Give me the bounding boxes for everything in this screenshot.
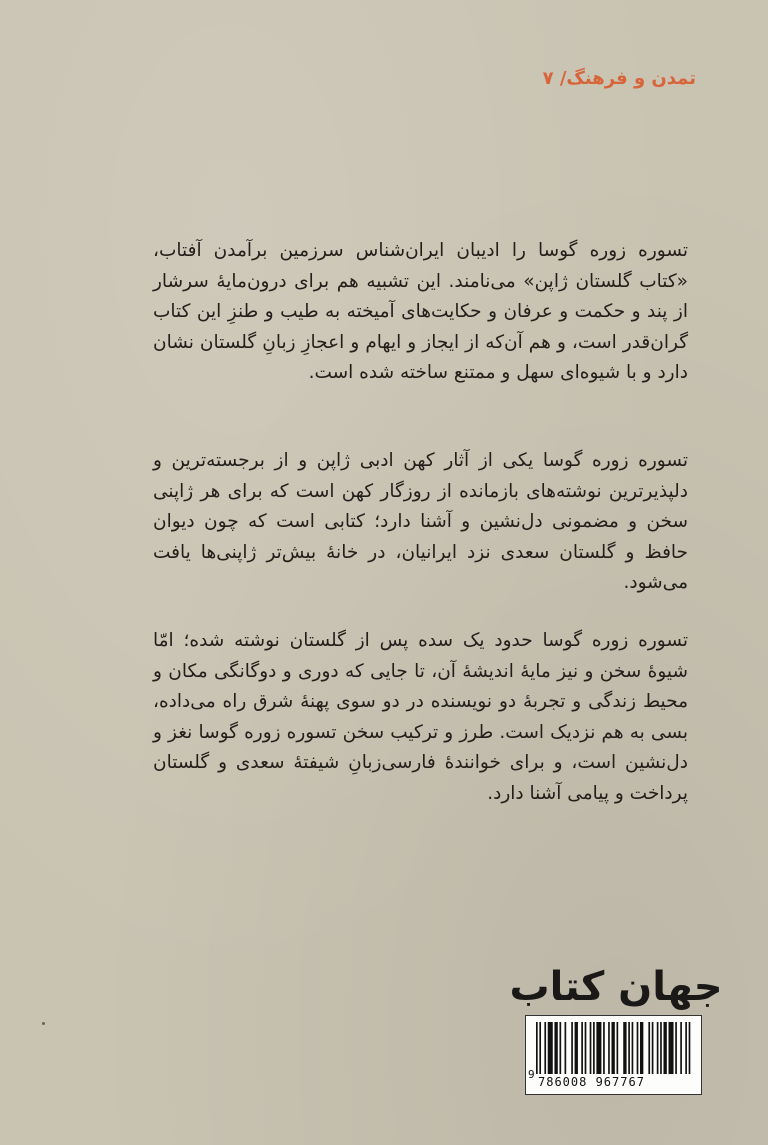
barcode-bar [575,1022,578,1074]
barcode-bar [581,1022,583,1074]
barcode-bar [565,1022,567,1074]
barcode-number: 786008 967767 [538,1075,645,1089]
barcode-bar [623,1022,626,1074]
barcode-bar [617,1022,619,1074]
barcode-bar [669,1022,674,1074]
barcode-bars [536,1022,692,1074]
svg-text:جهان کتاب: جهان کتاب [509,964,723,1010]
barcode-bar [675,1022,677,1074]
description-paragraph-2: تسوره زوره گوسا یکی از آثار کهن ادبی ژاپن و از برجسته‌ترین و دلپذیرترین نوشته‌های بازمانده از روزگار کهن است که برای هر ژاپنی سخن و مضمونی دل‌نشین و آشنا دارد؛ کتابی است که چون دیوان حافظ و گلستان سعدی نزد ایرانیان، در خانهٔ بیش‌تر ژاپنی‌ها یافت می‌شود. [153,450,688,593]
barcode-bar [608,1022,610,1074]
barcode-bar [657,1022,659,1074]
barcode-bar [632,1022,634,1074]
barcode-bar [554,1022,557,1074]
isbn-barcode [525,1015,702,1095]
paper-speck [42,1022,45,1025]
barcode-prefix: 9 [528,1068,535,1081]
description-paragraph-3: تسوره زوره گوسا حدود یک سده پس از گلستان نوشته شده؛ امّا شیوهٔ سخن و نیز مایهٔ اندیشهٔ آن، تا جایی که دوری و دوگانگی مکان و محیط زندگی و تجربهٔ دو نویسنده در دو سوی پهنهٔ شرق راه می‌داده، بسی به هم نزدیک است. طرز و ترکیب سخن تسوره زوره گوسا نغز و دل‌نشین است، و برای خوانندهٔ فارسی‌زبانِ شیفتهٔ سعدی و گلستان پرداخت و پیامی آشنا دارد. [153,630,688,804]
barcode-bar [593,1022,595,1074]
barcode-bar [648,1022,650,1074]
barcode-bar [539,1022,541,1074]
barcode-bar [652,1022,654,1074]
barcode-bar [680,1022,682,1074]
barcode-bar [585,1022,587,1074]
barcode-bar [637,1022,639,1074]
barcode-bar [536,1022,538,1074]
barcode-bar [640,1022,643,1074]
publisher-logo [509,960,723,1010]
barcode-bar [559,1022,561,1074]
barcode-bar [603,1022,605,1074]
barcode-bar [663,1022,666,1074]
barcode-bar [596,1022,601,1074]
barcode-bar [628,1022,630,1074]
barcode-bar [548,1022,553,1074]
barcode-bar [660,1022,662,1074]
barcode-bar [611,1022,614,1074]
barcode-bar [590,1022,592,1074]
barcode-bar [571,1022,573,1074]
barcode-bar [685,1022,687,1074]
barcode-bar [689,1022,691,1074]
description-paragraph-1: تسوره زوره گوسا را ادیبان ایران‌شناس سرزمین برآمدن آفتاب، «کتاب گلستان ژاپن» می‌نامند. این تشبیه هم برای درون‌مایهٔ سرشار از پند و حکمت و عرفان و حکایت‌های آمیخته به طیب و طنزِ این کتاب گران‌قدر است، و هم آن‌که از ایجاز و ایهام و اعجازِ زبانِ گلستان نشان دارد و با شیوه‌ای سهل و ممتنع ساخته شده است. [153,240,688,383]
series-label: تمدن و فرهنگ/ ۷ [542,68,696,89]
barcode-bar [544,1022,546,1074]
